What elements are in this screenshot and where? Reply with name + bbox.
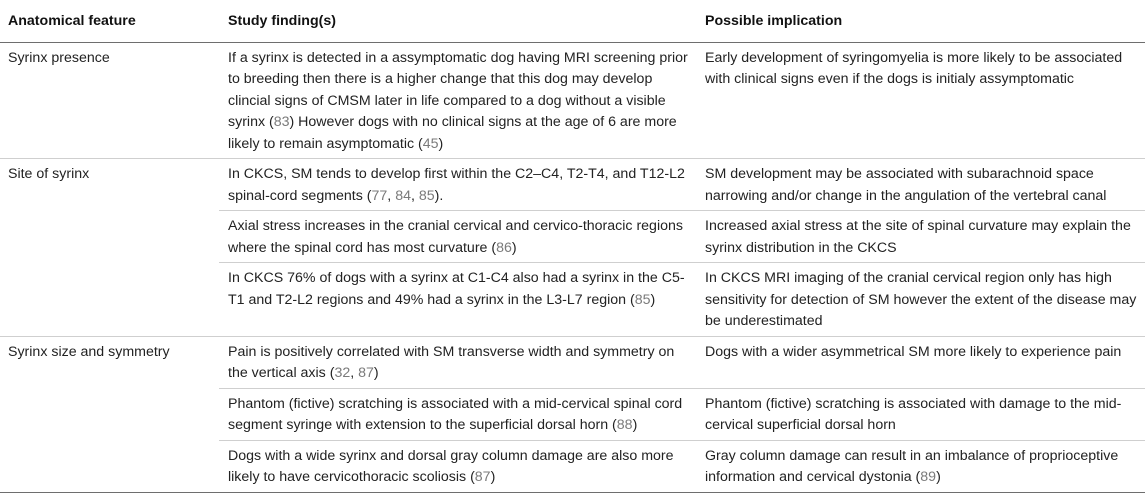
cell-text: Axial stress increases in the cranial cervical and cervico-thoracic regions where the spinal cord has most curvature ( (228, 218, 683, 256)
study-finding-cell (219, 159, 696, 211)
cell-text: Dogs with a wider asymmetrical SM more likely to experience pain (705, 343, 1122, 360)
citation-ref[interactable]: 89 (920, 469, 937, 485)
header-anatomical-feature: Anatomical feature (0, 0, 219, 42)
citation-ref[interactable]: 85 (634, 291, 651, 308)
citation-ref[interactable]: 84 (395, 187, 411, 204)
cell-text: , (387, 187, 396, 204)
cell-text: Phantom (fictive) scratching is associated with a mid-cervical spinal cord segment syringe with extension to the superficial dorsal horn ( (228, 395, 683, 433)
cell-text: ) (511, 239, 517, 256)
header-possible-implication: Possible implication (696, 0, 1145, 42)
citation-ref[interactable]: 83 (273, 114, 290, 130)
cell-text: Dogs with a wide syrinx and dorsal gray column damage are also more likely to have cervicothoracic scoliosis ( (228, 447, 674, 485)
cell-text: ) (936, 469, 941, 485)
study-finding-cell (219, 263, 696, 337)
possible-implication-cell (696, 388, 1145, 440)
anatomical-feature-cell (0, 263, 219, 337)
table-row (0, 440, 1145, 492)
table-row (0, 159, 1145, 211)
study-finding-cell (219, 388, 696, 440)
table-row (0, 42, 1145, 159)
study-finding-cell (219, 440, 696, 492)
cell-text: Increased axial stress at the site of spinal curvature may explain the syrinx distribution in the CKCS (705, 218, 1131, 256)
cell-text: ) (490, 469, 496, 485)
cell-text: Phantom (fictive) scratching is associated with damage to the mid-cervical superficial dorsal horn (705, 395, 1122, 433)
cell-text: ) (438, 135, 444, 152)
header-study-findings: Study finding(s) (219, 0, 696, 42)
cell-text: Pain is positively correlated with SM transverse width and symmetry on the vertical axis ( (228, 343, 675, 381)
anatomical-feature-cell: Syrinx presence (0, 42, 219, 159)
table-body (0, 42, 1145, 492)
table-row (0, 211, 1145, 263)
citation-ref[interactable]: 87 (358, 365, 374, 381)
table-row (0, 388, 1145, 440)
cell-text: Gray column damage can result in an imbalance of proprioceptive information and cervical dystonia ( (705, 447, 1119, 485)
anatomical-feature-cell (0, 388, 219, 440)
cell-text: ) (373, 365, 379, 381)
citation-ref[interactable]: 32 (334, 365, 351, 381)
cell-text: SM development may be associated with subarachnoid space narrowing and/or change in the angulation of the vertebral canal (705, 166, 1107, 204)
citation-ref[interactable]: 87 (474, 469, 491, 485)
anatomical-feature-cell: Site of syrinx (0, 159, 219, 211)
citation-ref[interactable]: 88 (616, 417, 633, 433)
header-row (0, 0, 1145, 42)
table-row (0, 263, 1145, 337)
possible-implication-cell (696, 211, 1145, 263)
possible-implication-cell (696, 336, 1145, 388)
cell-text: , (410, 187, 419, 204)
anatomical-feature-cell: Syrinx size and symmetry (0, 336, 219, 388)
possible-implication-cell (696, 440, 1145, 492)
cell-text: ) (632, 417, 638, 433)
cell-text: In CKCS MRI imaging of the cranial cervical region only has high sensitivity for detection of SM however the extent of the disease may be underestimated (705, 270, 1137, 329)
citation-ref[interactable]: 45 (422, 135, 439, 152)
cell-text: ) (650, 291, 656, 308)
citation-ref[interactable]: 86 (496, 239, 512, 256)
possible-implication-cell (696, 263, 1145, 337)
citation-ref[interactable]: 85 (418, 187, 435, 204)
cell-text: If a syrinx is detected in a assymptomatic dog having MRI screening prior to breeding then there is a higher change that this dog may develop clincial signs of CMSM later in life compared to a dog without a visible syrinx ( (228, 49, 688, 130)
anatomical-feature-cell (0, 211, 219, 263)
cell-text: , (350, 365, 359, 381)
possible-implication-cell (696, 159, 1145, 211)
study-finding-cell (219, 211, 696, 263)
cell-text: ) However dogs with no clinical signs at the age of 6 are more likely to remain asymptomatic ( (228, 114, 677, 152)
study-finding-cell (219, 336, 696, 388)
study-finding-cell (219, 42, 696, 159)
cell-text: Early development of syringomyelia is more likely to be associated with clinical signs even if the dogs is initialy assymptomatic (705, 49, 1123, 87)
cell-text: In CKCS 76% of dogs with a syrinx at C1-C4 also had a syrinx in the C5-T1 and T2-L2 regions and 49% had a syrinx in the L3-L7 region ( (228, 270, 685, 308)
table-row (0, 336, 1145, 388)
cell-text: ). (434, 187, 444, 204)
cell-text: In CKCS, SM tends to develop first within the C2–C4, T2-T4, and T12-L2 spinal-cord segments ( (228, 166, 685, 204)
possible-implication-cell (696, 42, 1145, 159)
anatomical-feature-cell (0, 440, 219, 492)
citation-ref[interactable]: 77 (371, 187, 388, 204)
